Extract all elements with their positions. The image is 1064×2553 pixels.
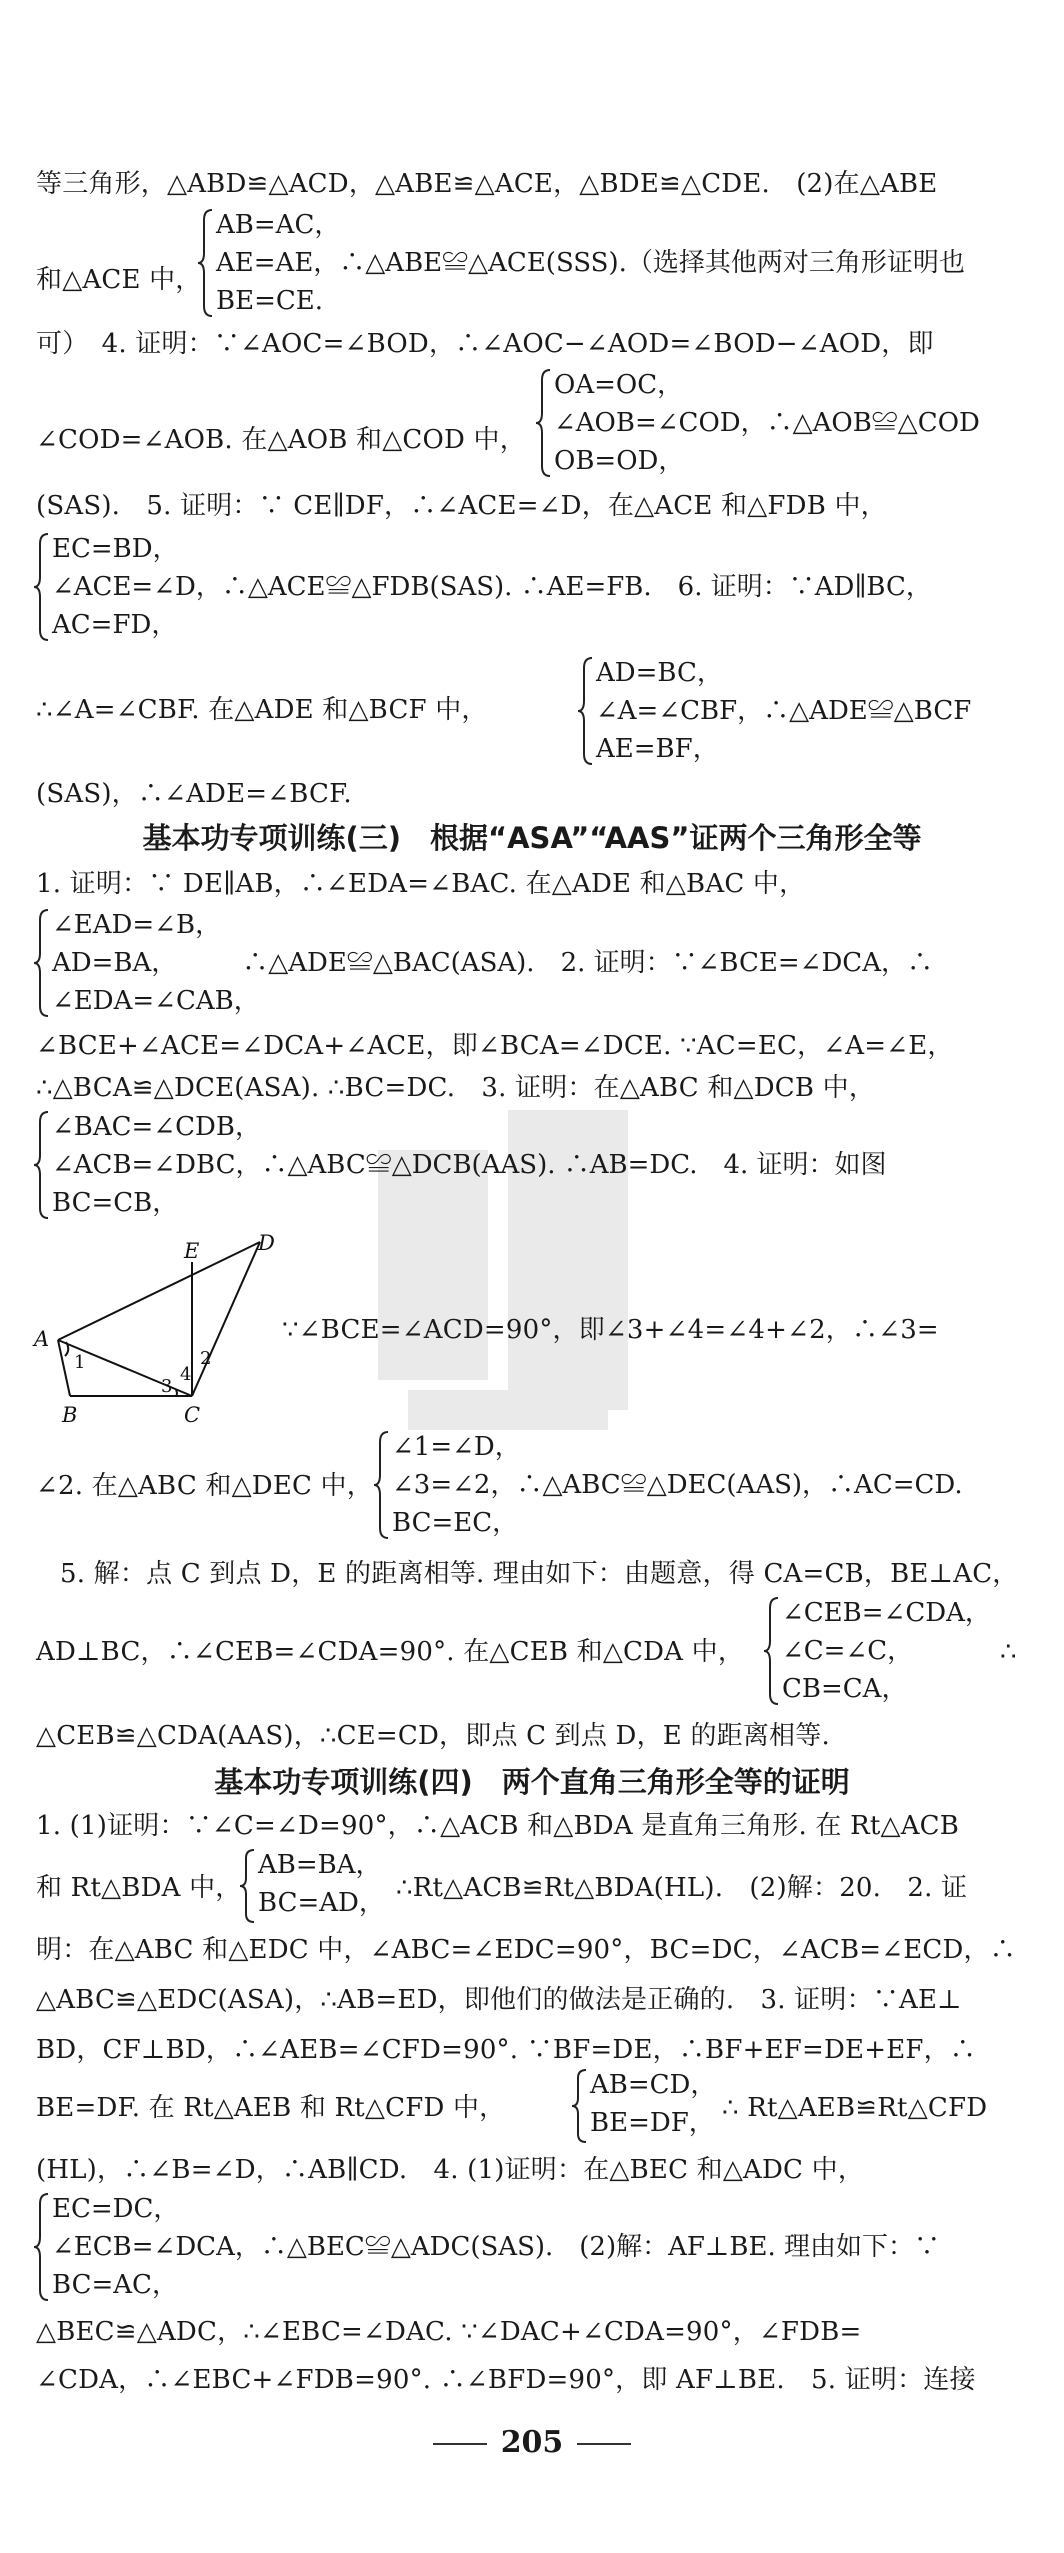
text-line: △CEB≌△CDA(AAS)，∴CE=CD，即点 C 到点 D，E 的距离相等. <box>36 1721 830 1751</box>
condition-line: AC=FD， <box>52 610 178 640</box>
condition-line: EC=BD， <box>52 534 179 564</box>
text-line: △BEC≌△ADC，∴∠EBC=∠DAC. ∵∠DAC+∠CDA=90°，∠FDB= <box>36 2317 862 2347</box>
condition-line: ∠3=∠2，∴△ABC≌△DEC(AAS)，∴AC=CD. <box>392 1470 963 1500</box>
condition-line: BE=DF， <box>590 2108 715 2138</box>
text-line: 1. (1)证明：∵∠C=∠D=90°，∴△ACB 和△BDA 是直角三角形. 在 Rt△ACB <box>36 1811 960 1841</box>
point-label-d: D <box>258 1232 275 1255</box>
condition-line: EC=DC， <box>52 2194 180 2224</box>
text-line: ∴∠A=∠CBF. 在△ADE 和△BCF 中， <box>36 695 488 725</box>
brace-icon <box>372 1428 392 1542</box>
brace-icon <box>196 206 216 320</box>
condition-line: OB=OD， <box>554 446 685 476</box>
text-line: 和 Rt△BDA 中， <box>36 1873 242 1903</box>
brace-icon <box>32 530 52 644</box>
condition-line: AB=CD， <box>590 2070 717 2100</box>
text-line: ∴ <box>1000 1637 1017 1667</box>
text-line: ∠2. 在△ABC 和△DEC 中， <box>36 1471 373 1501</box>
condition-line: ∠BAC=∠CDB， <box>52 1112 261 1142</box>
angle-label-3: 3 <box>161 1376 173 1397</box>
angle-mark <box>176 1390 177 1396</box>
dash-right <box>577 2443 631 2445</box>
brace-icon <box>32 1108 52 1222</box>
geometry-figure <box>28 1232 278 1432</box>
point-label-b: B <box>62 1403 78 1427</box>
text-line: 1. 证明：∵ DE∥AB，∴∠EDA=∠BAC. 在△ADE 和△BAC 中， <box>36 869 806 899</box>
condition-line: CB=CA， <box>782 1674 908 1704</box>
angle-label-1: 1 <box>74 1352 86 1373</box>
condition-line: BC=EC， <box>392 1508 519 1538</box>
condition-line: OA=OC， <box>554 370 684 400</box>
angle-label-4: 4 <box>180 1364 192 1385</box>
text-line: ∵∠BCE=∠ACD=90°，即∠3+∠4=∠4+∠2，∴∠3= <box>282 1315 939 1345</box>
condition-line: ∠A=∠CBF，∴△ADE≌△BCF <box>596 696 972 726</box>
condition-line: ∠ECB=∠DCA，∴△BEC≌△ADC(SAS). (2)解：AF⊥BE. 理由如下：∵ <box>52 2232 940 2262</box>
condition-line: ∠EAD=∠B， <box>52 910 222 940</box>
condition-line: ∠ACB=∠DBC，∴△ABC≌△DCB(AAS). ∴AB=DC. 4. 证明：如图 <box>52 1150 887 1180</box>
angle-label-2: 2 <box>200 1348 212 1369</box>
segment-dc <box>192 1242 260 1396</box>
section-heading: 基本功专项训练(三) 根据“ASA”“AAS”证两个三角形全等 <box>142 821 922 855</box>
text-line: AD⊥BC，∴∠CEB=∠CDA=90°. 在△CEB 和△CDA 中， <box>36 1637 745 1667</box>
text-line: △ABC≌△EDC(ASA)，∴AB=ED，即他们的做法是正确的. 3. 证明：∵AE⊥ <box>36 1985 962 2015</box>
condition-line: BC=AC， <box>52 2270 178 2300</box>
condition-line: AE=BF， <box>596 734 719 764</box>
section-heading: 基本功专项训练(四) 两个直角三角形全等的证明 <box>214 1765 850 1799</box>
brace-icon <box>32 2190 52 2304</box>
text-line: BD，CF⊥BD，∴∠AEB=∠CFD=90°. ∵BF=DE，∴BF+EF=DE+EF，∴ <box>36 2035 977 2065</box>
condition-line: BC=CB， <box>52 1188 179 1218</box>
condition-line: ∠AOB=∠COD，∴△AOB≌△COD <box>554 408 980 438</box>
text-line: (HL)，∴∠B=∠D，∴AB∥CD. 4. (1)证明：在△BEC 和△ADC 中， <box>36 2155 865 2185</box>
text-line: ∠BCE+∠ACE=∠DCA+∠ACE，即∠BCA=∠DCE. ∵AC=EC，∠A=∠E， <box>36 1031 954 1061</box>
brace-icon <box>570 2066 590 2146</box>
text-line: ∴ Rt△AEB≌Rt△CFD <box>722 2093 988 2123</box>
text-line: (SAS). 5. 证明：∵ CE∥DF，∴∠ACE=∠D，在△ACE 和△FDB 中， <box>36 491 887 521</box>
condition-line: ∠C=∠C， <box>782 1636 914 1666</box>
condition-line: AD=BA， ∴△ADE≌△BAC(ASA). 2. 证明：∵∠BCE=∠DCA，∴ <box>52 948 933 978</box>
text-line: ∴△BCA≌△DCE(ASA). ∴BC=DC. 3. 证明：在△ABC 和△DCB 中， <box>36 1073 876 1103</box>
segment-ad <box>58 1242 260 1340</box>
condition-line: ∠1=∠D， <box>392 1432 521 1462</box>
text-line: 和△ACE 中， <box>36 265 202 295</box>
point-label-c: C <box>184 1403 201 1427</box>
brace-icon <box>534 366 554 480</box>
point-label-e: E <box>184 1239 200 1263</box>
page-number <box>0 2425 1064 2460</box>
condition-line: BE=CE. <box>216 286 324 316</box>
condition-line: ∠EDA=∠CAB， <box>52 986 260 1016</box>
condition-line: ∠CEB=∠CDA， <box>782 1598 991 1628</box>
condition-line: AB=BA， <box>258 1850 382 1880</box>
condition-line: AD=BC， <box>596 658 723 688</box>
condition-line: BC=AD， <box>258 1888 385 1918</box>
brace-icon <box>32 906 52 1020</box>
text-line: ∴Rt△ACB≌Rt△BDA(HL). (2)解：20. 2. 证 <box>396 1873 968 1903</box>
text-line: 等三角形，△ABD≌△ACD，△ABE≌△ACE，△BDE≌△CDE. (2)在△ABE <box>36 169 938 199</box>
text-line: ∠COD=∠AOB. 在△AOB 和△COD 中， <box>36 425 526 455</box>
dash-left <box>433 2443 487 2445</box>
text-line: 明：在△ABC 和△EDC 中，∠ABC=∠EDC=90°，BC=DC，∠ACB=∠ECD，∴ <box>36 1935 1016 1965</box>
page-number-text: 205 <box>500 2425 564 2460</box>
condition-line: AE=AE，∴△ABE≌△ACE(SSS).（选择其他两对三角形证明也 <box>216 248 965 278</box>
text-line: 5. 解：点 C 到点 D，E 的距离相等. 理由如下：由题意，得 CA=CB，BE⊥AC， <box>60 1559 1019 1589</box>
brace-icon <box>238 1846 258 1926</box>
condition-line: ∠ACE=∠D，∴△ACE≌△FDB(SAS). ∴AE=FB. 6. 证明：∵AD∥BC， <box>52 572 932 602</box>
point-label-a: A <box>34 1327 50 1351</box>
text-line: BE=DF. 在 Rt△AEB 和 Rt△CFD 中， <box>36 2093 506 2123</box>
brace-icon <box>576 654 596 768</box>
brace-icon <box>762 1594 782 1708</box>
text-line: ∠CDA，∴∠EBC+∠FDB=90°. ∴∠BFD=90°，即 AF⊥BE. 5. 证明：连接 <box>36 2365 976 2395</box>
condition-line: AB=AC， <box>216 210 341 240</box>
text-line: 可） 4. 证明：∵∠AOC=∠BOD，∴∠AOC−∠AOD=∠BOD−∠AOD，即 <box>36 329 934 359</box>
text-line: (SAS)，∴∠ADE=∠BCF. <box>36 779 352 809</box>
